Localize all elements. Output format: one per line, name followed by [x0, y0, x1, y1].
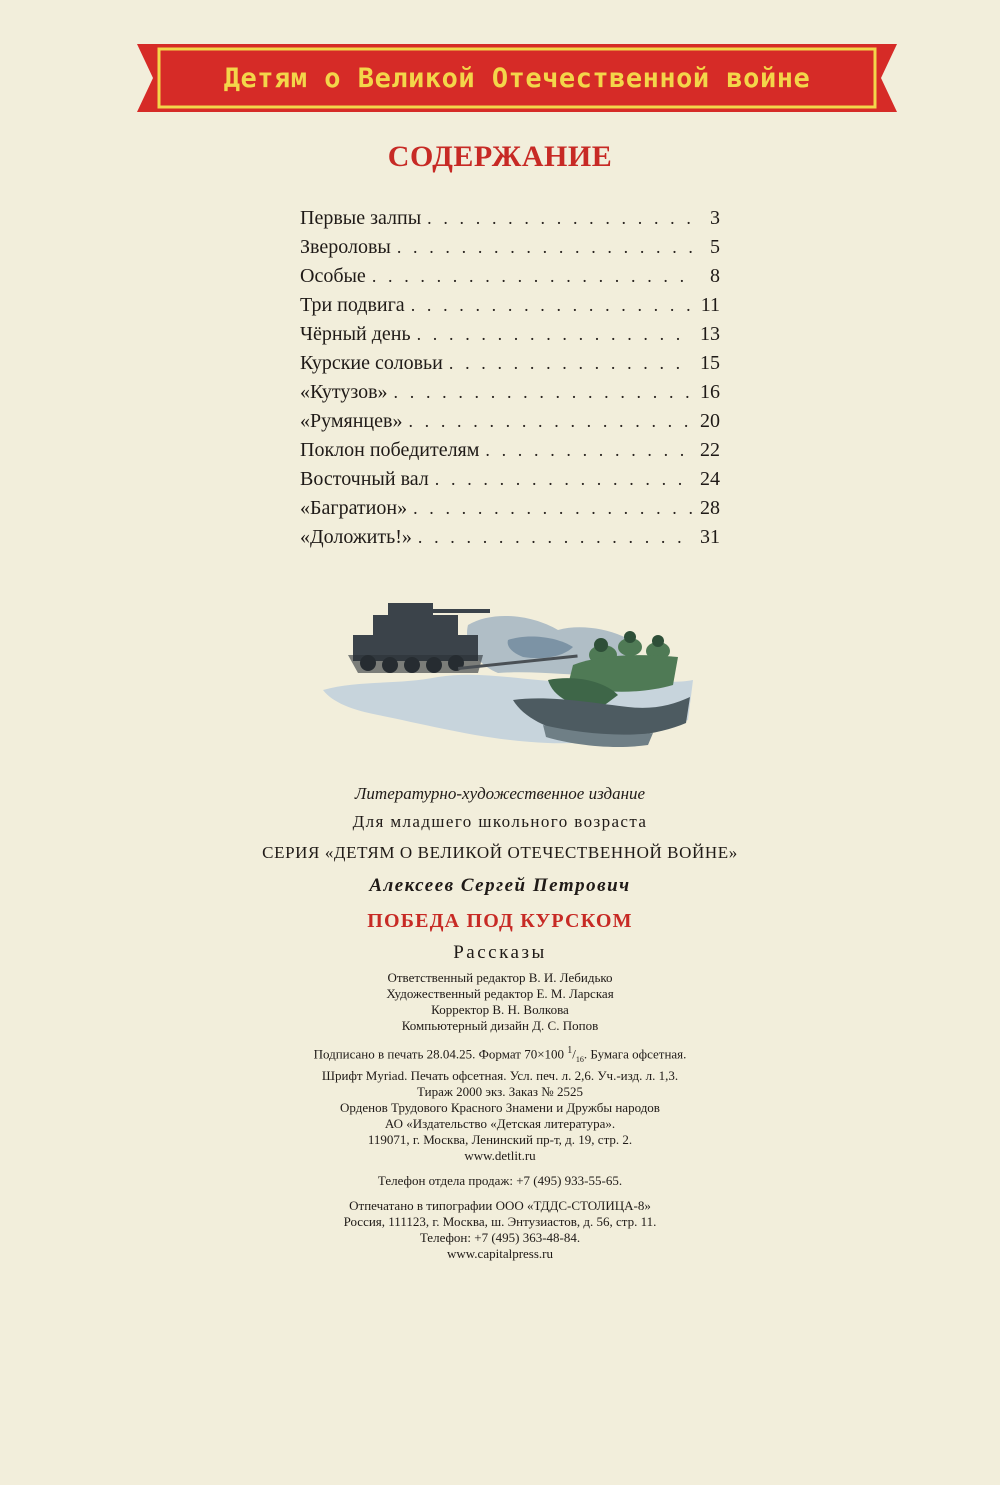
print-line: Подписано в печать 28.04.25. Формат 70×100 $^1/_{16}$. Бумага офсетная.	[313, 1045, 687, 1064]
toc-item[interactable]: «Багратион» . . . 28	[300, 494, 720, 523]
tank-battle-illustration	[318, 585, 698, 760]
publisher-website[interactable]: www.detlit.ru	[464, 1148, 536, 1163]
book-subtitle: Рассказы	[453, 942, 547, 963]
age-group: Для младшего школьного возраста	[352, 812, 648, 831]
toc-item[interactable]: Звероловы . . . 5	[300, 233, 720, 262]
publisher-line: АО «Издательство «Детская литература».	[384, 1116, 616, 1131]
toc-item[interactable]: Чёрный день . . . 13	[300, 320, 720, 349]
toc-item[interactable]: Особые . . . 8	[300, 262, 720, 291]
credit-line: Компьютерный дизайн Д. С. Попов	[401, 1018, 599, 1033]
credit-line: Корректор В. Н. Волкова	[431, 1002, 569, 1017]
book-title: ПОБЕДА ПОД КУРСКОМ	[367, 910, 633, 932]
printer-line: Отпечатано в типографии ООО «ТДДС-СТОЛИЦА-8»	[349, 1198, 651, 1213]
toc-item[interactable]: «Румянцев» . . . 20	[300, 407, 720, 436]
toc-item[interactable]: «Кутузов» . . . 16	[300, 378, 720, 407]
publisher-line: 119071, г. Москва, Ленинский пр-т, д. 19, стр. 2.	[367, 1132, 633, 1147]
toc-item[interactable]: Поклон победителям . . . 22	[300, 436, 720, 465]
credit-line: Ответственный редактор В. И. Лебидько	[387, 970, 613, 985]
credits-block	[0, 970, 1000, 1034]
print-line: Шрифт Myriad. Печать офсетная. Усл. печ. л. 2,6. Уч.-изд. л. 1,3.	[321, 1067, 679, 1083]
banner-title: Детям о Великой Отечественной войне	[223, 62, 811, 94]
toc-item[interactable]: Первые залпы . . . 3	[300, 204, 720, 233]
toc-heading: СОДЕРЖАНИЕ	[387, 140, 613, 173]
toc-item[interactable]: Три подвига . . . 11	[300, 291, 720, 320]
toc-item[interactable]: Курские соловьи . . . 15	[300, 349, 720, 378]
sales-phone: Телефон отдела продаж: +7 (495) 933-55-65.	[377, 1173, 623, 1188]
printer-website[interactable]: www.capitalpress.ru	[446, 1246, 553, 1261]
print-info-block	[0, 1043, 1000, 1100]
series-name: СЕРИЯ «ДЕТЯМ О ВЕЛИКОЙ ОТЕЧЕСТВЕННОЙ ВОЙНЕ»	[262, 843, 738, 862]
print-line: Тираж 2000 экз. Заказ № 2525	[417, 1083, 583, 1099]
table-of-contents	[300, 204, 720, 552]
publisher-line: Орденов Трудового Красного Знамени и Дружбы народов	[340, 1100, 660, 1115]
toc-item[interactable]: «Доложить!» . . . 31	[300, 523, 720, 552]
printer-block	[0, 1198, 1000, 1262]
printer-line: Телефон: +7 (495) 363-48-84.	[419, 1230, 581, 1245]
series-banner	[137, 44, 897, 112]
printer-line: Россия, 111123, г. Москва, ш. Энтузиастов, д. 56, стр. 11.	[343, 1214, 657, 1229]
edition-type: Литературно-художественное издание	[354, 784, 646, 803]
publisher-block	[0, 1100, 1000, 1164]
credit-line: Художественный редактор Е. М. Ларская	[386, 986, 614, 1001]
author-name: Алексеев Сергей Петрович	[369, 875, 631, 896]
toc-item[interactable]: Восточный вал . . . 24	[300, 465, 720, 494]
